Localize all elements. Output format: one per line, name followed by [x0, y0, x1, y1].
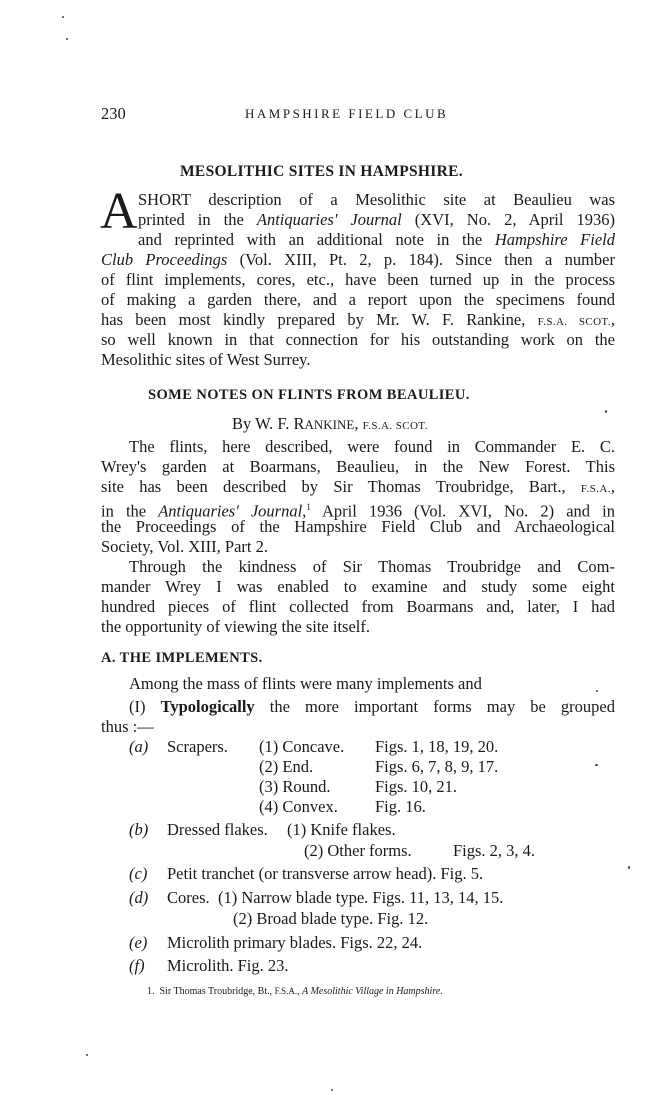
intro-line-1: SHORT description of a Mesolithic site at Beaulieu was	[138, 190, 615, 209]
list-a-form-4: (4) Convex.	[259, 797, 338, 816]
intro-line-4: Club Proceedings (Vol. XIII, Pt. 2, p. 184). Since then a number	[101, 250, 615, 269]
drop-cap: A	[100, 183, 138, 240]
para4-line-2: thus :—	[101, 717, 154, 736]
intro-line-8: so well known in that connection for his outstanding work on the	[101, 330, 615, 349]
para1-line-3: site has been described by Sir Thomas Troubridge, Bart., F.S.A.,	[101, 477, 615, 496]
intro-line-6: of making a garden there, and a report upon the specimens found	[101, 290, 615, 309]
article-heading: MESOLITHIC SITES IN HAMPSHIRE.	[180, 163, 463, 180]
list-b-figs-2: Figs. 2, 3, 4.	[453, 841, 536, 860]
scan-speck	[628, 866, 630, 869]
para1-line-6: Society, Vol. XIII, Part 2.	[101, 537, 268, 556]
intro-line-7: has been most kindly prepared by Mr. W. F. Rankine, F.S.A. SCOT.,	[101, 310, 616, 329]
footnote: 1. Sir Thomas Troubridge, Bt., F.S.A., A Mesolithic Village in Hampshire.	[147, 986, 443, 997]
para1-line-1: The flints, here described, were found in Commander E. C.	[129, 437, 615, 456]
list-a-name: Scrapers.	[167, 737, 228, 756]
notes-heading: SOME NOTES ON FLINTS FROM BEAULIEU.	[148, 387, 470, 403]
section-heading-implements: A. THE IMPLEMENTS.	[101, 650, 263, 666]
list-label-f: (f)	[129, 956, 145, 975]
para1-line-4: in the Antiquaries' Journal,$^1$ April 1936 (Vol. XVI, No. 2) and in	[101, 501, 615, 521]
scan-speck	[331, 1089, 333, 1091]
scan-speck	[605, 410, 607, 413]
list-a-figs-1: Figs. 1, 18, 19, 20.	[375, 737, 499, 756]
list-a-form-1: (1) Concave.	[259, 737, 345, 756]
list-f-text: Microlith. Fig. 23.	[167, 956, 289, 975]
byline: By W. F. RANKINE, F.S.A. SCOT.	[232, 414, 428, 433]
list-b-form-2: (2) Other forms.	[304, 841, 412, 860]
list-d-form-1: (1) Narrow blade type. Figs. 11, 13, 14, 15.	[218, 888, 504, 907]
list-c-text: Petit tranchet (or transverse arrow head). Fig. 5.	[167, 864, 484, 883]
scan-speck	[62, 16, 64, 18]
para3: Among the mass of flints were many implements and	[129, 674, 482, 693]
list-label-e: (e)	[129, 933, 148, 952]
scan-speck	[595, 764, 598, 766]
para2-line-4: the opportunity of viewing the site itself.	[101, 617, 370, 636]
para4-line-1: (I) Typologically the more important forms may be grouped	[129, 697, 615, 716]
list-e-text: Microlith primary blades. Figs. 22, 24.	[167, 933, 423, 952]
list-label-b: (b)	[129, 820, 149, 839]
list-d-name: Cores.	[167, 888, 210, 907]
scan-speck	[66, 38, 68, 40]
scan-speck	[596, 690, 598, 692]
para2-line-3: hundred pieces of flint collected from Boarmans and, later, I had	[101, 597, 615, 616]
list-a-form-2: (2) End.	[259, 757, 314, 776]
intro-line-9: Mesolithic sites of West Surrey.	[101, 350, 311, 369]
list-b-name: Dressed flakes.	[167, 820, 268, 839]
page-number: 230	[101, 104, 126, 123]
scan-speck	[86, 1054, 88, 1056]
intro-line-2: printed in the Antiquaries' Journal (XVI, No. 2, April 1936)	[138, 210, 615, 229]
para2-line-2: mander Wrey I was enabled to examine and study some eight	[101, 577, 615, 596]
list-a-figs-2: Figs. 6, 7, 8, 9, 17.	[375, 757, 499, 776]
list-a-figs-4: Fig. 16.	[375, 797, 426, 816]
para1-line-5: the Proceedings of the Hampshire Field Club and Archaeological	[101, 517, 615, 536]
para2-line-1: Through the kindness of Sir Thomas Troubridge and Com-	[129, 557, 615, 576]
list-a-figs-3: Figs. 10, 21.	[375, 777, 458, 796]
intro-line-3: and reprinted with an additional note in the Hampshire Field	[138, 230, 615, 249]
list-label-d: (d)	[129, 888, 149, 907]
footnote-ref: 1	[306, 502, 311, 512]
list-b-form-1: (1) Knife flakes.	[287, 820, 396, 839]
list-label-c: (c)	[129, 864, 148, 883]
para1-line-2: Wrey's garden at Boarmans, Beaulieu, in the New Forest. This	[101, 457, 615, 476]
list-d-form-2: (2) Broad blade type. Fig. 12.	[233, 909, 429, 928]
running-head-title: HAMPSHIRE FIELD CLUB	[245, 106, 449, 121]
list-label-a: (a)	[129, 737, 149, 756]
intro-line-5: of flint implements, cores, etc., have been turned up in the process	[101, 270, 615, 289]
list-a-form-3: (3) Round.	[259, 777, 331, 796]
